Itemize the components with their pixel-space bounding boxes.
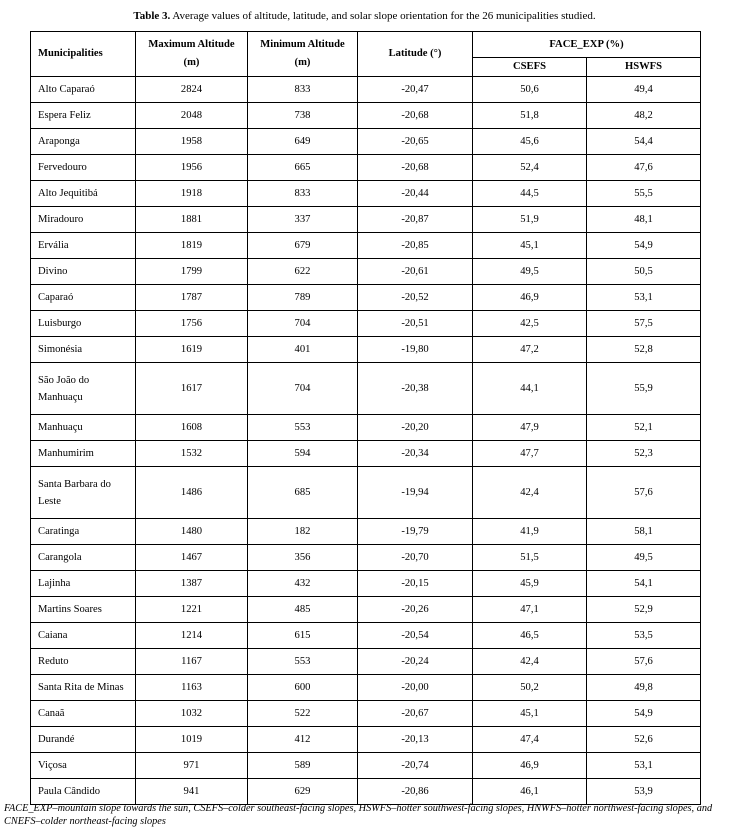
min-altitude-cell: 600 [248,675,358,701]
latitude-cell: -20,67 [358,701,473,727]
min-altitude-cell: 337 [248,207,358,233]
table-row [31,363,701,415]
municipality-cell [31,337,136,363]
max-altitude-cell: 1799 [136,259,248,285]
csefs-cell: 46,5 [473,623,587,649]
csefs-cell: 45,1 [473,701,587,727]
municipality-cell [31,545,136,571]
municipality-name: Alto Caparaó [38,84,95,95]
latitude-cell: -19,80 [358,337,473,363]
latitude-cell: -20,34 [358,441,473,467]
municipality-cell [31,597,136,623]
table-caption [0,9,729,23]
header-max-altitude [136,32,248,77]
municipality-cell [31,363,136,415]
max-altitude-cell: 1958 [136,129,248,155]
header-min-altitude-unit: (m) [294,57,311,68]
hswfs-cell: 48,1 [587,207,701,233]
municipality-cell [31,259,136,285]
max-altitude-cell: 971 [136,753,248,779]
latitude-cell: -20,74 [358,753,473,779]
hswfs-cell: 54,9 [587,701,701,727]
csefs-cell: 44,1 [473,363,587,415]
csefs-cell: 44,5 [473,181,587,207]
min-altitude-cell: 738 [248,103,358,129]
latitude-cell: -20,54 [358,623,473,649]
min-altitude-cell: 182 [248,519,358,545]
latitude-cell: -20,47 [358,77,473,103]
min-altitude-cell: 622 [248,259,358,285]
hswfs-cell: 57,6 [587,467,701,519]
min-altitude-cell: 485 [248,597,358,623]
latitude-cell: -19,94 [358,467,473,519]
municipality-name: São João do [38,374,90,386]
hswfs-cell: 47,6 [587,155,701,181]
min-altitude-cell: 789 [248,285,358,311]
header-csefs: CSEFS [473,58,587,77]
municipality-name: Canaã [38,708,65,719]
hswfs-cell: 52,9 [587,597,701,623]
hswfs-cell: 55,5 [587,181,701,207]
municipality-name: Araponga [38,136,80,147]
csefs-cell: 41,9 [473,519,587,545]
csefs-cell: 45,1 [473,233,587,259]
latitude-cell: -20,51 [358,311,473,337]
min-altitude-cell: 594 [248,441,358,467]
csefs-cell: 51,9 [473,207,587,233]
max-altitude-cell: 1881 [136,207,248,233]
header-min-altitude [248,32,358,77]
latitude-cell: -20,15 [358,571,473,597]
min-altitude-cell: 589 [248,753,358,779]
max-altitude-cell: 1019 [136,727,248,753]
min-altitude-cell: 401 [248,337,358,363]
max-altitude-cell: 1918 [136,181,248,207]
hswfs-cell: 54,9 [587,233,701,259]
hswfs-cell: 50,5 [587,259,701,285]
table-row [31,753,701,779]
latitude-cell: -20,44 [358,181,473,207]
max-altitude-cell: 1956 [136,155,248,181]
max-altitude-cell: 1214 [136,623,248,649]
municipality-cell [31,727,136,753]
latitude-cell: -20,68 [358,155,473,181]
hswfs-cell: 53,9 [587,779,701,805]
csefs-cell: 47,2 [473,337,587,363]
table-row [31,649,701,675]
table-row [31,181,701,207]
max-altitude-cell: 1619 [136,337,248,363]
latitude-cell: -20,38 [358,363,473,415]
table-row [31,129,701,155]
table-row [31,285,701,311]
hswfs-cell: 52,3 [587,441,701,467]
municipality-name: Manhuaçu [38,422,83,433]
latitude-cell: -19,79 [358,519,473,545]
table-row [31,207,701,233]
max-altitude-cell: 2048 [136,103,248,129]
municipality-cell [31,701,136,727]
min-altitude-cell: 432 [248,571,358,597]
table-body [31,77,701,805]
latitude-cell: -20,13 [358,727,473,753]
hswfs-cell: 49,4 [587,77,701,103]
min-altitude-cell: 629 [248,779,358,805]
min-altitude-cell: 679 [248,233,358,259]
hswfs-cell: 52,8 [587,337,701,363]
municipality-name: Caparaó [38,292,74,303]
municipality-name: Divino [38,266,68,277]
hswfs-cell: 55,9 [587,363,701,415]
max-altitude-cell: 1387 [136,571,248,597]
csefs-cell: 42,5 [473,311,587,337]
latitude-cell: -20,86 [358,779,473,805]
max-altitude-cell: 1221 [136,597,248,623]
csefs-cell: 49,5 [473,259,587,285]
table-row [31,103,701,129]
table-row [31,571,701,597]
municipality-cell [31,311,136,337]
municipality-name: Durandé [38,734,75,745]
municipality-cell [31,129,136,155]
csefs-cell: 46,9 [473,753,587,779]
min-altitude-cell: 412 [248,727,358,753]
municipality-cell [31,779,136,805]
max-altitude-cell: 1532 [136,441,248,467]
municipality-name: Ervália [38,240,69,251]
table-row [31,467,701,519]
municipality-cell [31,181,136,207]
hswfs-cell: 49,8 [587,675,701,701]
csefs-cell: 51,8 [473,103,587,129]
hswfs-cell: 57,6 [587,649,701,675]
municipality-cell [31,155,136,181]
min-altitude-cell: 649 [248,129,358,155]
csefs-cell: 50,6 [473,77,587,103]
csefs-cell: 42,4 [473,467,587,519]
municipality-name: Manhumirim [38,448,94,459]
hswfs-cell: 54,1 [587,571,701,597]
csefs-cell: 42,4 [473,649,587,675]
table-row [31,519,701,545]
table-row [31,623,701,649]
hswfs-cell: 54,4 [587,129,701,155]
max-altitude-cell: 941 [136,779,248,805]
min-altitude-cell: 685 [248,467,358,519]
max-altitude-cell: 1756 [136,311,248,337]
latitude-cell: -20,85 [358,233,473,259]
municipality-cell [31,285,136,311]
table-row [31,337,701,363]
min-altitude-cell: 615 [248,623,358,649]
table-caption-label: Table 3. [133,10,171,22]
hswfs-cell: 53,1 [587,285,701,311]
min-altitude-cell: 833 [248,181,358,207]
hswfs-cell: 53,5 [587,623,701,649]
min-altitude-cell: 522 [248,701,358,727]
table-row [31,441,701,467]
max-altitude-cell: 1480 [136,519,248,545]
min-altitude-cell: 356 [248,545,358,571]
municipality-cell [31,675,136,701]
municipality-cell [31,103,136,129]
csefs-cell: 51,5 [473,545,587,571]
csefs-cell: 46,1 [473,779,587,805]
table-row [31,155,701,181]
max-altitude-cell: 1787 [136,285,248,311]
max-altitude-cell: 1163 [136,675,248,701]
municipality-name: Fervedouro [38,162,87,173]
municipality-name: Caratinga [38,526,80,537]
table-caption-text: Average values of altitude, latitude, and solar slope orientation for the 26 municipalities studied. [172,10,596,22]
hswfs-cell: 48,2 [587,103,701,129]
latitude-cell: -20,24 [358,649,473,675]
latitude-cell: -20,70 [358,545,473,571]
municipality-name: Simonésia [38,344,83,355]
municipality-name: Paula Cândido [38,786,101,797]
header-face-exp: FACE_EXP (%) [473,32,701,58]
csefs-cell: 45,6 [473,129,587,155]
table-row [31,597,701,623]
table-row [31,675,701,701]
hswfs-cell: 53,1 [587,753,701,779]
latitude-cell: -20,52 [358,285,473,311]
latitude-cell: -20,00 [358,675,473,701]
csefs-cell: 50,2 [473,675,587,701]
max-altitude-cell: 1467 [136,545,248,571]
municipality-name: Santa Rita de Minas [38,682,124,693]
table-footnote: FACE_EXP–mountain slope towards the sun, CSEFS–colder southeast-facing slopes, HSWFS–hotter southwest-facing slopes, HNWFS–hotter northwest-facing slopes, and CNEFS–colder northeast-facing slopes [4,803,713,827]
max-altitude-cell: 1486 [136,467,248,519]
max-altitude-cell: 2824 [136,77,248,103]
min-altitude-cell: 665 [248,155,358,181]
table-row [31,233,701,259]
max-altitude-cell: 1167 [136,649,248,675]
municipality-name: Alto Jequitibá [38,188,98,199]
min-altitude-cell: 704 [248,363,358,415]
csefs-cell: 52,4 [473,155,587,181]
table-row [31,311,701,337]
municipality-cell [31,77,136,103]
table-row [31,259,701,285]
hswfs-cell: 57,5 [587,311,701,337]
csefs-cell: 46,9 [473,285,587,311]
municipality-name: Carangola [38,552,82,563]
header-row-top [31,32,701,58]
municipality-cell [31,753,136,779]
municipality-cell [31,623,136,649]
csefs-cell: 47,7 [473,441,587,467]
latitude-cell: -20,20 [358,415,473,441]
min-altitude-cell: 553 [248,649,358,675]
hswfs-cell: 52,1 [587,415,701,441]
min-altitude-cell: 833 [248,77,358,103]
csefs-cell: 47,1 [473,597,587,623]
municipality-cell [31,233,136,259]
data-table [30,31,701,805]
max-altitude-cell: 1032 [136,701,248,727]
min-altitude-cell: 704 [248,311,358,337]
max-altitude-cell: 1617 [136,363,248,415]
hswfs-cell: 58,1 [587,519,701,545]
latitude-cell: -20,87 [358,207,473,233]
csefs-cell: 47,9 [473,415,587,441]
table-row [31,415,701,441]
municipality-cell [31,415,136,441]
header-max-altitude-unit: (m) [183,57,200,68]
municipality-name-line2: Manhuaçu [38,391,83,403]
header-latitude: Latitude (°) [358,32,473,77]
municipality-cell [31,649,136,675]
municipality-cell [31,571,136,597]
csefs-cell: 45,9 [473,571,587,597]
header-municipalities: Municipalities [31,32,136,77]
latitude-cell: -20,61 [358,259,473,285]
table-row [31,545,701,571]
municipality-name: Santa Barbara do [38,478,111,490]
municipality-name: Reduto [38,656,69,667]
latitude-cell: -20,68 [358,103,473,129]
header-max-altitude-label: Maximum Altitude [148,39,235,50]
municipality-name: Luisburgo [38,318,82,329]
table-row [31,727,701,753]
csefs-cell: 47,4 [473,727,587,753]
municipality-cell [31,519,136,545]
table-row [31,701,701,727]
table-row [31,779,701,805]
latitude-cell: -20,65 [358,129,473,155]
latitude-cell: -20,26 [358,597,473,623]
municipality-name-line2: Leste [38,495,61,507]
municipality-name: Viçosa [38,760,67,771]
municipality-cell [31,441,136,467]
min-altitude-cell: 553 [248,415,358,441]
municipality-name: Lajinha [38,578,71,589]
hswfs-cell: 52,6 [587,727,701,753]
max-altitude-cell: 1608 [136,415,248,441]
header-hswfs: HSWFS [587,58,701,77]
hswfs-cell: 49,5 [587,545,701,571]
header-min-altitude-label: Minimum Altitude [260,39,345,50]
municipality-name: Martins Soares [38,604,102,615]
municipality-cell [31,207,136,233]
municipality-cell [31,467,136,519]
municipality-name: Miradouro [38,214,84,225]
table-row [31,77,701,103]
municipality-name: Espera Feliz [38,110,91,121]
municipality-name: Caiana [38,630,68,641]
max-altitude-cell: 1819 [136,233,248,259]
